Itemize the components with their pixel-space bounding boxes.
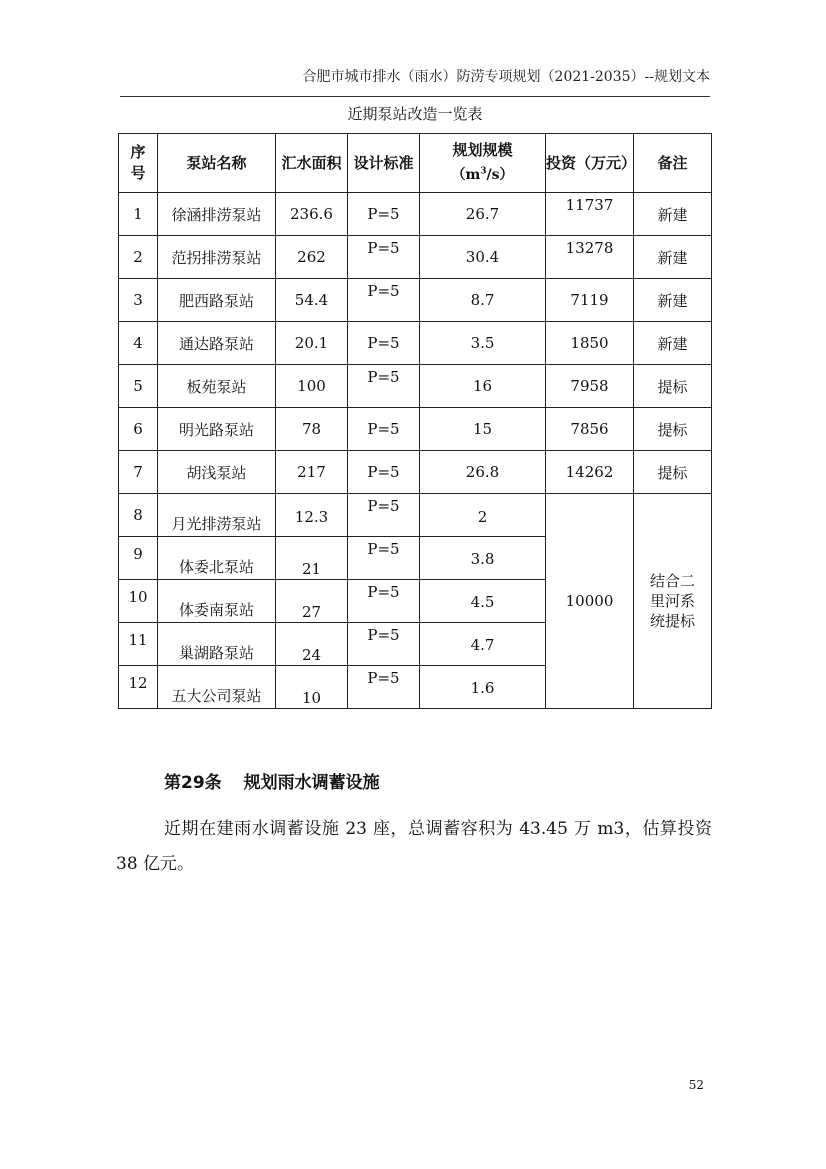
cell-name-value: 月光排涝泵站 [171, 515, 262, 533]
col-header-scale-label: 规划规模 [452, 141, 513, 160]
cell-investment [546, 193, 634, 236]
cell-investment-merged: 10000 [546, 494, 634, 709]
cell-scale: 15 [420, 408, 546, 451]
cell-standard [348, 365, 420, 408]
cell-scale: 8.7 [420, 279, 546, 322]
cell-no [119, 494, 158, 537]
cell-area [276, 666, 348, 709]
pump-station-table [118, 133, 712, 709]
cell-area: 262 [276, 236, 348, 279]
col-header-investment: 投资（万元） [546, 134, 634, 193]
cell-no: 2 [119, 236, 158, 279]
table-title: 近期泵站改造一览表 [347, 105, 483, 123]
cell-no-value: 10 [128, 588, 148, 606]
cell-name [158, 666, 276, 709]
cell-name: 板苑泵站 [158, 365, 276, 408]
cell-scale-value: 1.6 [470, 679, 495, 697]
cell-standard [348, 494, 420, 537]
cell-standard-value: P=5 [367, 669, 400, 687]
cell-area: 100 [276, 365, 348, 408]
cell-no-value: 11 [128, 631, 148, 649]
cell-investment-value: 11737 [565, 196, 614, 214]
cell-standard-value: P=5 [367, 583, 400, 601]
cell-area [276, 537, 348, 580]
col-header-index-line1: 序 [130, 143, 146, 161]
cell-scale-value: 4.5 [470, 593, 495, 611]
cell-note-merged-line3: 统提标 [649, 612, 695, 630]
col-header-scale-unit-pre: （m [451, 166, 481, 183]
cell-note: 新建 [634, 279, 712, 322]
cell-standard [348, 279, 420, 322]
table-row [119, 322, 712, 365]
cell-standard-value: P=5 [367, 626, 400, 644]
section-number: 第29条 [164, 773, 222, 793]
cell-name-value: 体委北泵站 [178, 558, 254, 576]
col-header-standard: 设计标准 [348, 134, 420, 193]
page-number: 52 [688, 1078, 704, 1092]
cell-scale [420, 537, 546, 580]
cell-note-merged-line1: 结合二 [649, 572, 695, 590]
cell-name: 徐涵排涝泵站 [158, 193, 276, 236]
cell-area-value: 21 [301, 560, 322, 578]
cell-note-merged [634, 494, 712, 709]
cell-area [276, 494, 348, 537]
cell-note: 提标 [634, 451, 712, 494]
table-row [119, 193, 712, 236]
table-row [119, 408, 712, 451]
cell-name: 胡浅泵站 [158, 451, 276, 494]
cell-no: 6 [119, 408, 158, 451]
cell-name [158, 623, 276, 666]
cell-scale [420, 623, 546, 666]
cell-no-value: 9 [133, 545, 143, 563]
running-header: 合肥市城市排水（雨水）防涝专项规划（2021-2035）--规划文本 [302, 69, 710, 85]
cell-note: 提标 [634, 365, 712, 408]
cell-scale [420, 580, 546, 623]
cell-scale: 16 [420, 365, 546, 408]
cell-no [119, 623, 158, 666]
cell-name: 明光路泵站 [158, 408, 276, 451]
table-row [119, 279, 712, 322]
cell-area: 78 [276, 408, 348, 451]
cell-standard: P=5 [348, 193, 420, 236]
col-header-scale-unit-sup: 3 [480, 166, 487, 177]
cell-no: 7 [119, 451, 158, 494]
table-row [119, 365, 712, 408]
cell-investment-value: 13278 [565, 239, 614, 257]
cell-investment: 7958 [546, 365, 634, 408]
cell-name [158, 580, 276, 623]
cell-no: 1 [119, 193, 158, 236]
cell-standard [348, 666, 420, 709]
col-header-note: 备注 [634, 134, 712, 193]
cell-scale: 26.8 [420, 451, 546, 494]
cell-area-value: 12.3 [294, 508, 329, 526]
cell-no [119, 580, 158, 623]
cell-no-value: 8 [133, 506, 143, 524]
cell-investment: 14262 [546, 451, 634, 494]
col-header-area: 汇水面积 [276, 134, 348, 193]
cell-note-merged-line2: 里河系 [649, 592, 695, 610]
cell-investment: 7856 [546, 408, 634, 451]
cell-no [119, 537, 158, 580]
table-row [119, 494, 712, 537]
section-heading [164, 768, 380, 793]
cell-scale-value: 3.8 [470, 550, 495, 568]
cell-no: 5 [119, 365, 158, 408]
cell-note: 提标 [634, 408, 712, 451]
cell-name-value: 体委南泵站 [178, 601, 254, 619]
cell-no-value: 12 [128, 674, 148, 692]
cell-area: 20.1 [276, 322, 348, 365]
cell-name [158, 537, 276, 580]
col-header-index [119, 134, 158, 193]
cell-scale-value: 4.7 [470, 636, 495, 654]
cell-area-value: 10 [301, 689, 322, 707]
cell-area: 236.6 [276, 193, 348, 236]
cell-area-value: 24 [301, 646, 322, 664]
table-header-row [119, 134, 712, 193]
cell-scale [420, 666, 546, 709]
cell-standard-value: P=5 [367, 497, 400, 515]
cell-investment: 7119 [546, 279, 634, 322]
cell-name-value: 五大公司泵站 [171, 687, 262, 705]
cell-standard: P=5 [348, 322, 420, 365]
cell-standard-value: P=5 [367, 368, 400, 386]
cell-standard-value: P=5 [367, 282, 400, 300]
cell-area: 54.4 [276, 279, 348, 322]
cell-note: 新建 [634, 322, 712, 365]
col-header-scale-unit-post: /s） [486, 166, 514, 183]
col-header-scale [420, 134, 546, 193]
col-header-name: 泵站名称 [158, 134, 276, 193]
section-title: 规划雨水调蓄设施 [243, 773, 380, 793]
cell-scale: 26.7 [420, 193, 546, 236]
cell-standard: P=5 [348, 408, 420, 451]
table-row [119, 236, 712, 279]
cell-area-value: 27 [301, 603, 322, 621]
cell-standard-value: P=5 [367, 239, 400, 257]
header-rule [120, 96, 710, 97]
cell-standard [348, 580, 420, 623]
cell-name: 通达路泵站 [158, 322, 276, 365]
cell-area: 217 [276, 451, 348, 494]
cell-no: 4 [119, 322, 158, 365]
table-row [119, 451, 712, 494]
cell-standard [348, 623, 420, 666]
cell-no [119, 666, 158, 709]
cell-name-value: 巢湖路泵站 [178, 644, 254, 662]
col-header-index-line2: 号 [130, 164, 146, 182]
cell-standard: P=5 [348, 451, 420, 494]
cell-standard-value: P=5 [367, 540, 400, 558]
cell-name [158, 494, 276, 537]
cell-standard [348, 537, 420, 580]
cell-note: 新建 [634, 236, 712, 279]
cell-scale-value: 2 [477, 508, 488, 526]
cell-name: 范拐排涝泵站 [158, 236, 276, 279]
section-paragraph: 近期在建雨水调蓄设施 23 座，总调蓄容积为 43.45 万 m3，估算投资 38 亿元。 [116, 819, 712, 874]
cell-scale: 30.4 [420, 236, 546, 279]
cell-investment [546, 236, 634, 279]
cell-scale: 3.5 [420, 322, 546, 365]
cell-area [276, 623, 348, 666]
cell-scale [420, 494, 546, 537]
cell-no: 3 [119, 279, 158, 322]
cell-investment: 1850 [546, 322, 634, 365]
cell-name: 肥西路泵站 [158, 279, 276, 322]
cell-note: 新建 [634, 193, 712, 236]
cell-area [276, 580, 348, 623]
cell-standard [348, 236, 420, 279]
